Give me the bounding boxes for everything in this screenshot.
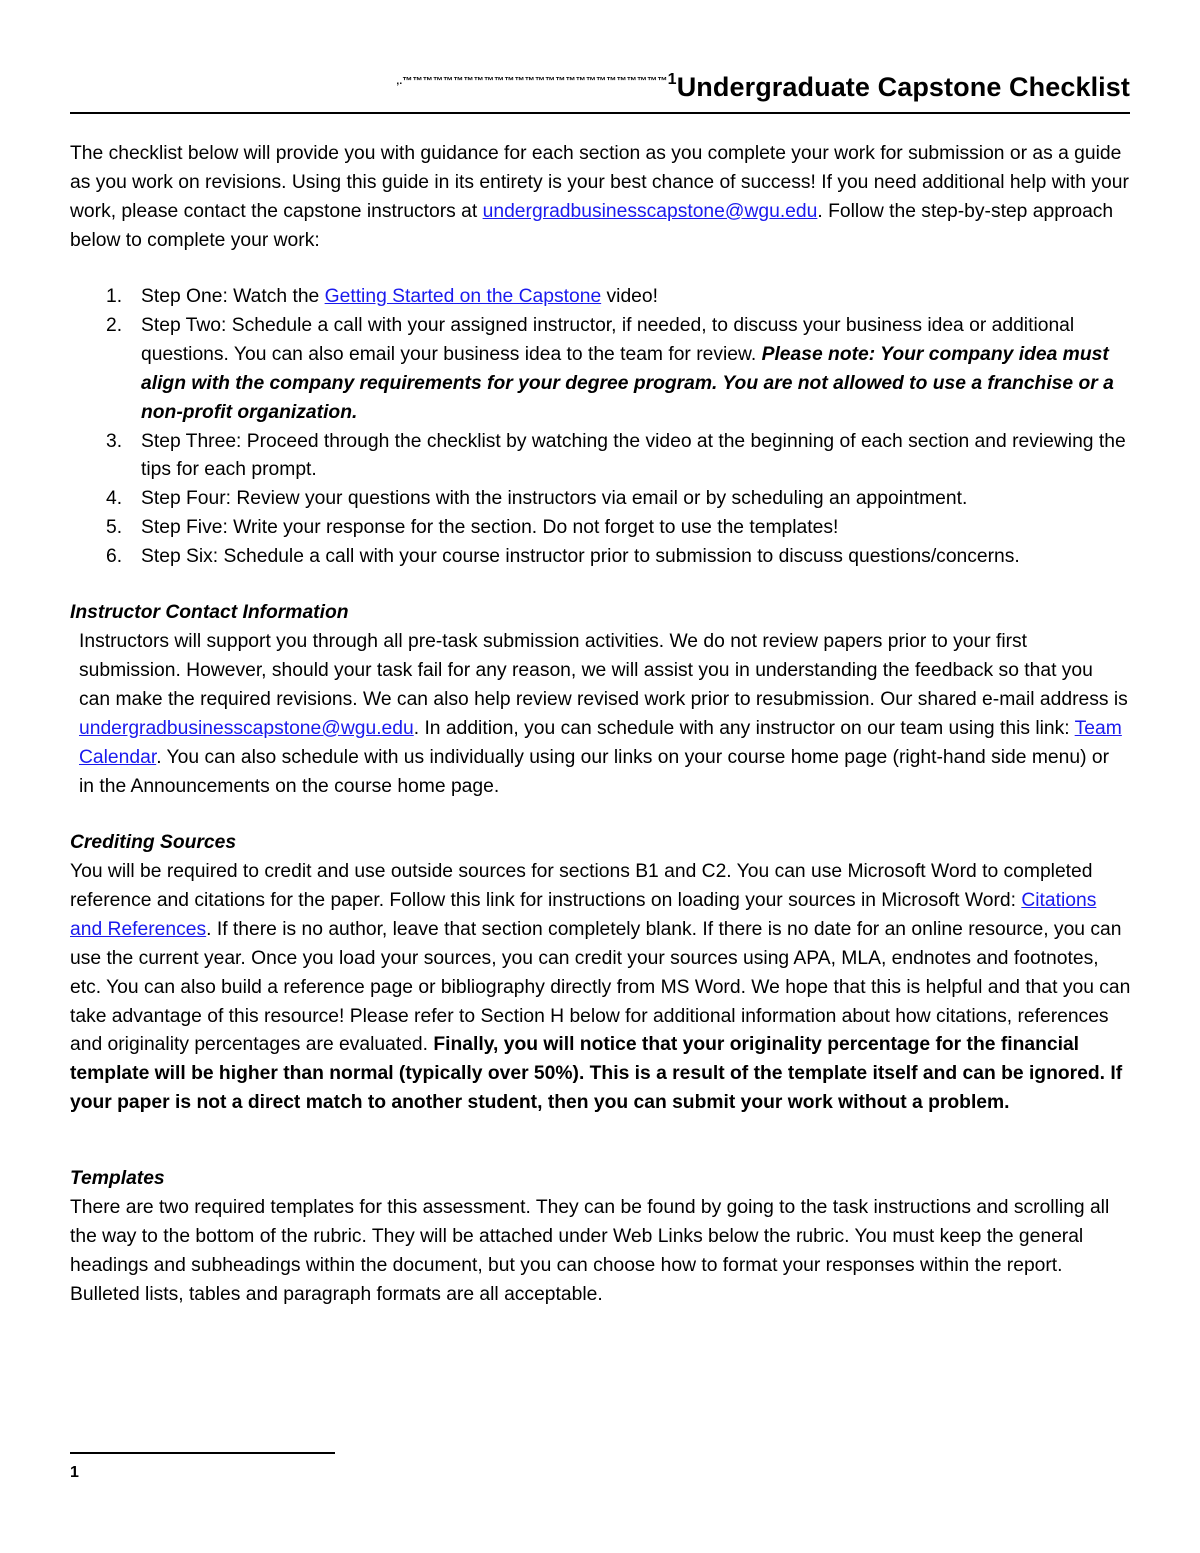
instructor-text-3: . You can also schedule with us individually using our links on your course home page (right-hand side menu) or in the Announcements on the course home page. <box>79 746 1110 797</box>
step-text: Step Three: Proceed through the checklist by watching the video at the beginning of each section and reviewing the tips for each prompt. <box>141 430 1126 481</box>
crediting-text-1: You will be required to credit and use outside sources for sections B1 and C2. You can use Microsoft Word to completed reference and citations for the paper. Follow this link for instructions on loading your sources in Microsoft Word: <box>70 861 1093 911</box>
citations-references-link[interactable]: Citations and References <box>70 889 1097 940</box>
instructor-contact-heading: Instructor Contact Information <box>70 602 349 623</box>
page-header <box>70 72 1130 114</box>
step-item-1 <box>70 283 1132 312</box>
header-symbol-run: ,.™™™™™™™™™™™™™™™™™™™™™™™™™™ <box>396 76 668 87</box>
capstone-email-link[interactable]: undergradbusinesscapstone@wgu.edu <box>482 200 818 222</box>
step-text: Step Four: Review your questions with the instructors via email or by scheduling an appointment. <box>141 488 968 510</box>
crediting-sources-heading: Crediting Sources <box>70 832 237 853</box>
intro-paragraph <box>70 140 1132 256</box>
step-item-4 <box>70 485 1132 514</box>
step-item-3 <box>70 428 1132 486</box>
instructor-contact-paragraph <box>79 628 1129 801</box>
instructor-text-2: . In addition, you can schedule with any instructor on our team using this link: <box>413 717 1075 739</box>
footnote-number: 1 <box>70 1464 79 1481</box>
step-emphasis-note: Please note: Your company idea must align with the company requirements for your degree program. You are not allowed to use a franchise or a non-profit organization. <box>141 343 1114 423</box>
crediting-sources-paragraph <box>70 858 1132 1118</box>
team-calendar-link[interactable]: Team Calendar <box>79 717 1122 768</box>
crediting-text-2: . If there is no author, leave that section completely blank. If there is no date for an online resource, you can use the current year. Once you load your sources, you can credit your sources using APA, MLA, endnotes and footnotes, etc. You can also build a reference page or bibliography directly from MS Word. We hope that this is helpful and that you can take advantage of this resource! Please refer to Section H below for additional information about how citations, references and originality percentages are evaluated. <box>70 918 1131 1056</box>
step-item-5 <box>70 514 1132 543</box>
step-text: Step Five: Write your response for the section. Do not forget to use the templates! <box>141 517 839 539</box>
step-number: 3. <box>106 430 123 452</box>
steps-list <box>70 283 1132 572</box>
step-number: 6. <box>106 546 123 568</box>
step-text-end: video! <box>601 286 658 307</box>
header-footnote-ref[interactable]: 1 <box>667 70 677 88</box>
step-text: Step Two: Schedule a call with your assigned instructor, if needed, to discuss your business idea or additional questions. You can also email your business idea to the team for review. <box>141 314 1075 365</box>
step-text: Step Six: Schedule a call with your course instructor prior to submission to discuss questions/concerns. <box>141 546 1020 568</box>
step-number: 5. <box>106 517 123 539</box>
step-text: Step One: Watch the <box>141 286 325 307</box>
page-title: Undergraduate Capstone Checklist <box>676 72 1130 102</box>
intro-text-1: The checklist below will provide you with guidance for each section as you complete your work for submission or as a guide as you work on revisions. Using this guide in its entirety is your best chance of success! If you need additional help with your work, please contact the capstone instructors at <box>70 143 1129 222</box>
instructor-text-1: Instructors will support you through all pre-task submission activities. We do not review papers prior to your first submission. However, should your task fail for any reason, we will assist you in understanding the feedback so that you can make the required revisions. We can also help review revised work prior to resubmission. Our shared e-mail address is <box>79 631 1128 710</box>
shared-email-link[interactable]: undergradbusinesscapstone@wgu.edu <box>79 717 414 739</box>
step-number: 1. <box>106 286 123 307</box>
step-number: 2. <box>106 314 123 336</box>
templates-paragraph: There are two required templates for this assessment. They can be found by going to the task instructions and scrolling all the way to the bottom of the rubric. They will be attached under Web Links below the rubric. You must keep the general headings and subheadings within the document, but you can choose how to format your responses within the report. Bulleted lists, tables and paragraph formats are all acceptable. <box>70 1197 1110 1305</box>
step-item-2 <box>70 312 1132 428</box>
step-number: 4. <box>106 488 123 510</box>
originality-note: Finally, you will notice that your originality percentage for the financial template will be higher than normal (typically over 50%). This is a result of the template itself and can be ignored. If your paper is not a direct match to another student, then you can submit your work without a problem. <box>70 1034 1123 1114</box>
templates-heading: Templates <box>70 1168 165 1189</box>
intro-text-2: . Follow the step-by-step approach below to complete your work: <box>70 200 1114 251</box>
step-item-6 <box>70 543 1132 572</box>
getting-started-video-link[interactable]: Getting Started on the Capstone <box>324 286 602 307</box>
footnote-separator <box>70 1452 335 1454</box>
